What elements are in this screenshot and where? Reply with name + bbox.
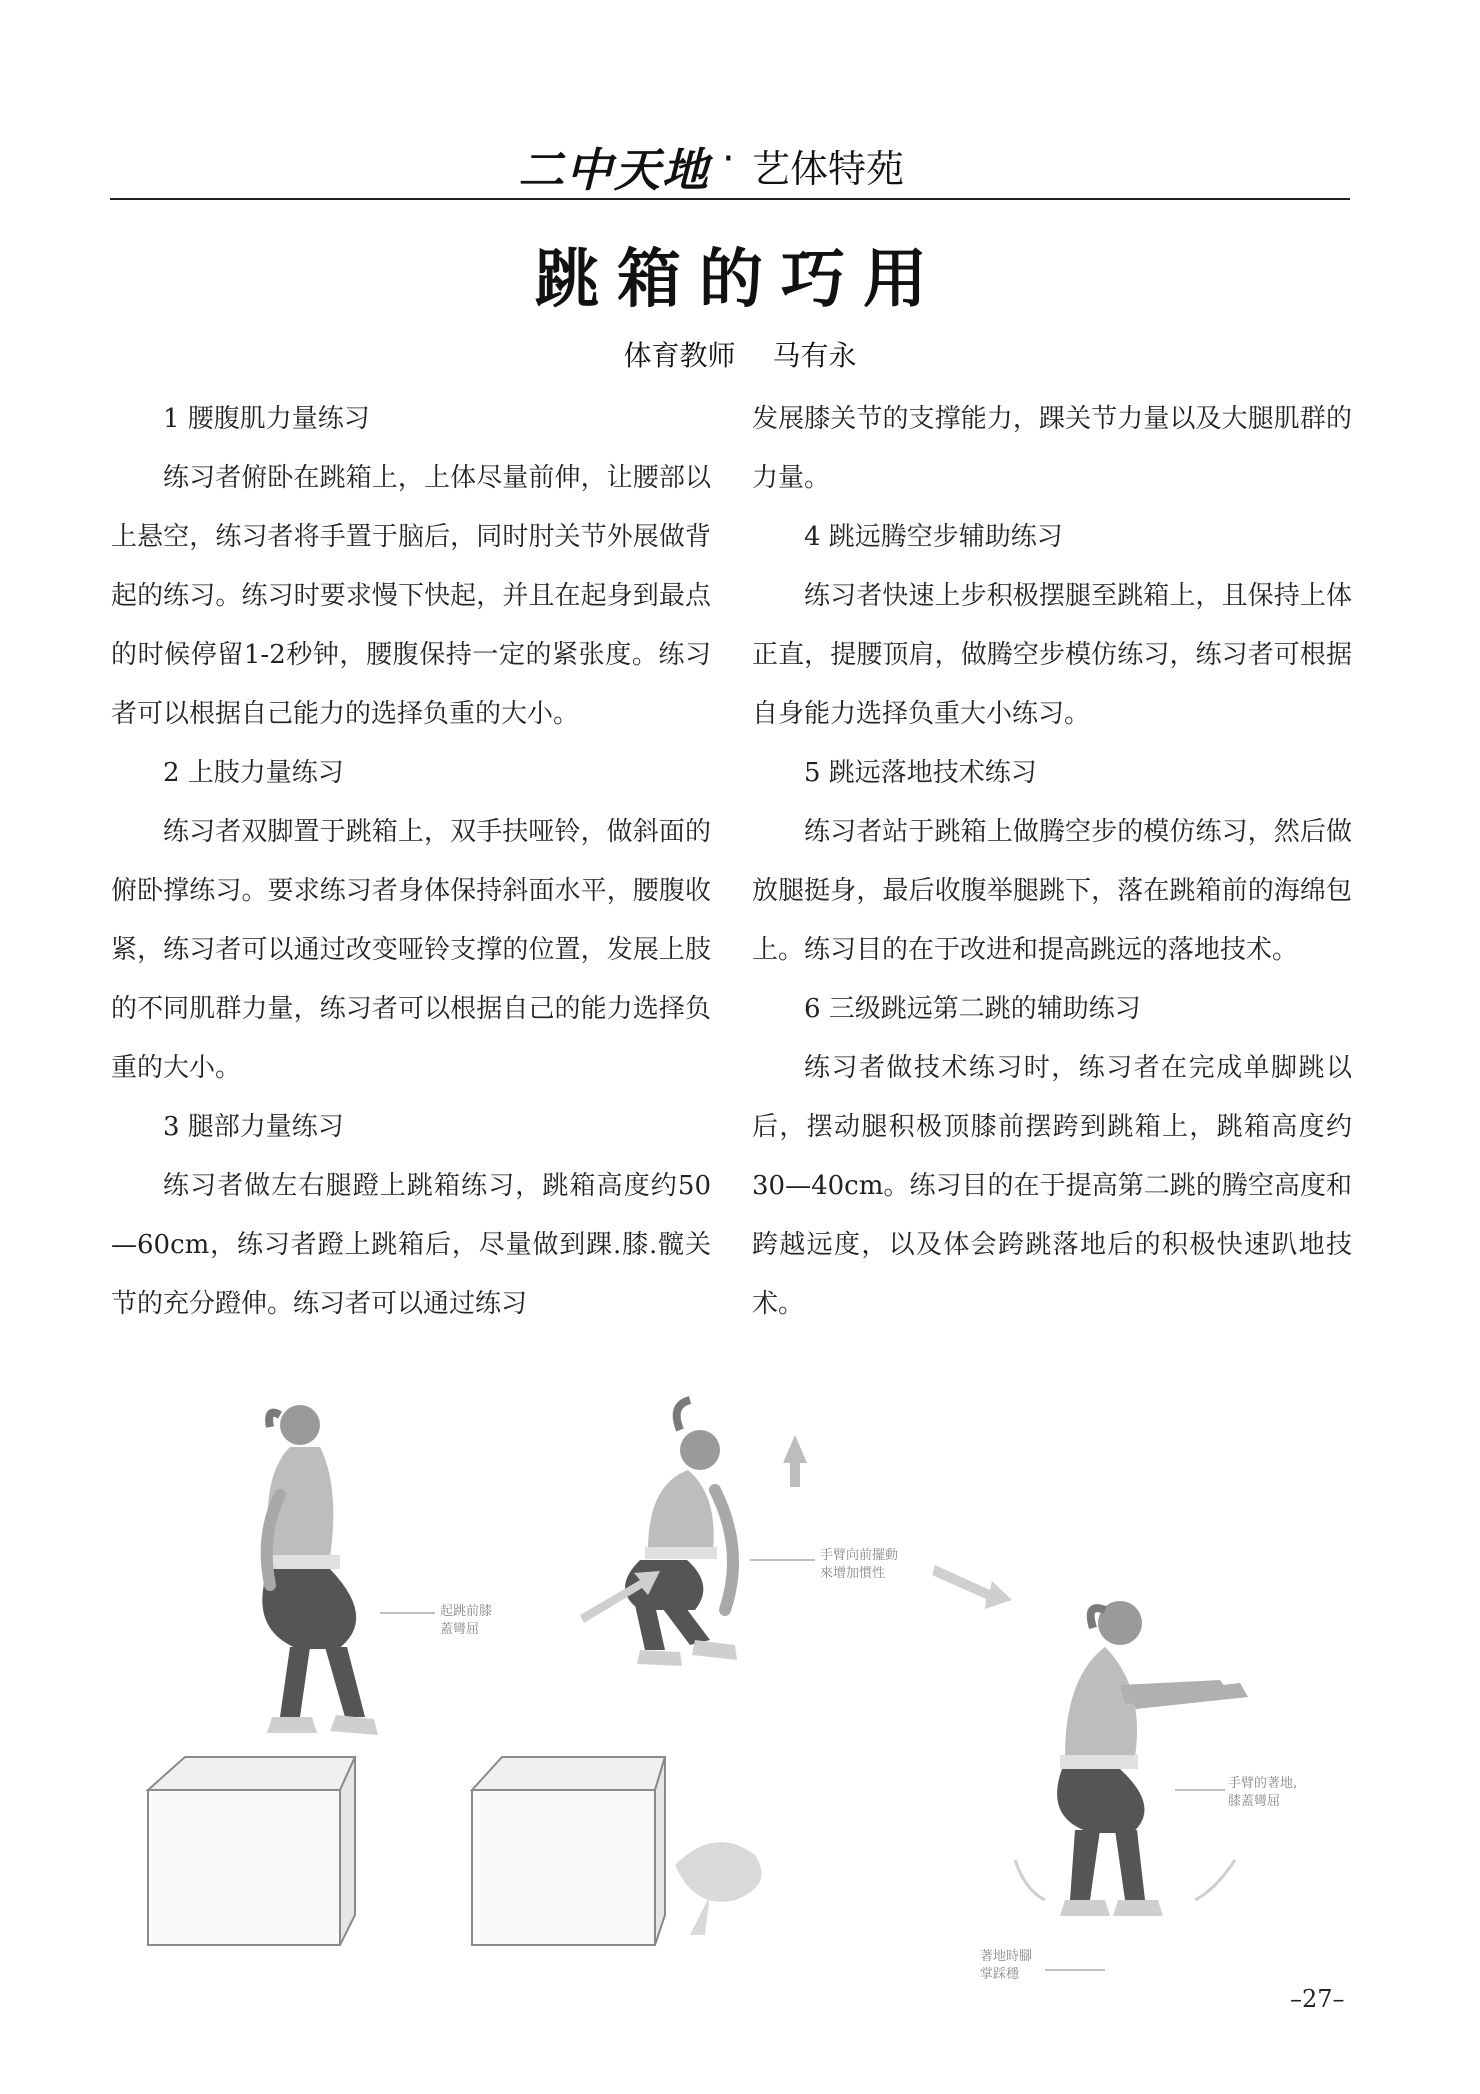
section-heading-5: 5 跳远落地技术练习 bbox=[804, 758, 1037, 788]
section-body-3-continued: 发展膝关节的支撑能力，踝关节力量以及大腿肌群的力量。 bbox=[752, 404, 1352, 493]
header-section-title: 艺体特苑 bbox=[752, 147, 905, 191]
header-divider bbox=[110, 198, 1350, 200]
section-heading-2: 2 上肢力量练习 bbox=[163, 758, 344, 788]
section-body-3: 练习者做左右腿蹬上跳箱练习，跳箱高度约50—60cm，练习者蹬上跳箱后，尽量做到踝.膝.髋关节的充分蹬伸。练习者可以通过练习 bbox=[111, 1171, 711, 1319]
section-body-4: 练习者快速上步积极摆腿至跳箱上，且保持上体正直，提腰顶肩，做腾空步模仿练习，练习者可根据自身能力选择负重大小练习。 bbox=[752, 581, 1352, 729]
label-knee-bend: 手臂的著地, 膝蓋彎屈 bbox=[1228, 1776, 1298, 1809]
section-body-2: 练习者双脚置于跳箱上，双手扶哑铃，做斜面的俯卧撑练习。要求练习者身体保持斜面水平，腰腹收紧，练习者可以通过改变哑铃支撑的位置，发展上肢的不同肌群力量，练习者可以根据自己的能力选择负重的大小。 bbox=[111, 817, 711, 1083]
jump-box-left bbox=[148, 1757, 355, 1945]
athlete-figure-landing bbox=[932, 1565, 1248, 1916]
jump-shadow bbox=[675, 1842, 762, 1902]
author-name: 马有永 bbox=[772, 339, 857, 372]
right-column bbox=[752, 390, 1352, 1334]
section-heading-6: 6 三级跳远第二跳的辅助练习 bbox=[804, 994, 1141, 1024]
label-takeoff: 起跳前膝 蓋彎屈 bbox=[440, 1604, 493, 1637]
section-heading-1: 1 腰腹肌力量练习 bbox=[163, 404, 370, 434]
jump-box-middle bbox=[472, 1757, 665, 1945]
section-body-1: 练习者俯卧在跳箱上，上体尽量前伸，让腰部以上悬空，练习者将手置于脑后，同时肘关节外展做背起的练习。练习时要求慢下快起，并且在起身到最点的时候停留1-2秒钟，腰腹保持一定的紧张度。练习者可以根据自己能力的选择负重的大小。 bbox=[111, 463, 711, 729]
label-landing: 著地時腳 掌踩穩 bbox=[980, 1949, 1033, 1982]
box-jump-sequence-drawing bbox=[140, 1395, 1370, 1985]
section-body-5: 练习者站于跳箱上做腾空步的模仿练习，然后做放腿挺身，最后收腹举腿跳下，落在跳箱前的海绵包上。练习目的在于改进和提高跳远的落地技术。 bbox=[752, 817, 1352, 965]
section-body-6: 练习者做技术练习时，练习者在完成单脚跳以后，摆动腿积极顶膝前摆跨到跳箱上，跳箱高度约30—40cm。练习目的在于提高第二跳的腾空高度和跨越远度，以及体会跨跳落地后的积极快速趴地技术。 bbox=[752, 1053, 1352, 1319]
section-heading-3: 3 腿部力量练习 bbox=[163, 1112, 344, 1142]
athlete-figure-mid-jump bbox=[580, 1400, 807, 1666]
athlete-figure-squat-on-box bbox=[262, 1405, 378, 1735]
article-title: 跳箱的巧用 bbox=[535, 243, 945, 317]
author-role: 体育教师 bbox=[623, 339, 736, 372]
page-header bbox=[110, 128, 1350, 198]
left-column bbox=[111, 390, 711, 1334]
section-heading-4: 4 跳远腾空步辅助练习 bbox=[804, 522, 1063, 552]
label-arm-swing: 手臂向前擺動 來增加慣性 bbox=[820, 1548, 899, 1581]
header-brand-logo: 二中天地 bbox=[518, 143, 710, 197]
page-number: –27– bbox=[1290, 1985, 1345, 2013]
header-separator: · bbox=[722, 136, 735, 182]
article-byline bbox=[0, 334, 1480, 374]
box-jump-illustration bbox=[140, 1395, 1370, 1985]
